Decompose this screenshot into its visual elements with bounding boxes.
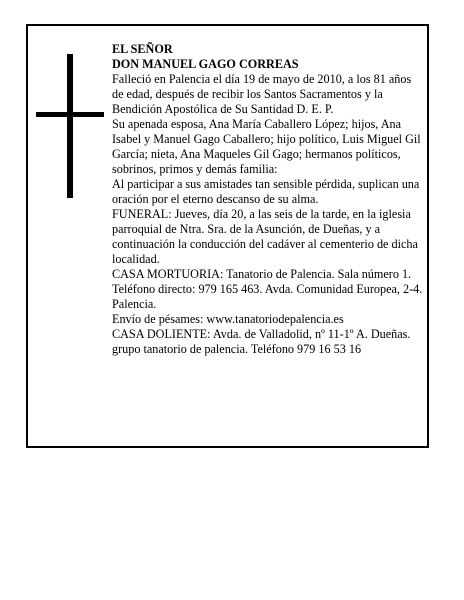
notice-text (112, 42, 424, 357)
cross-vertical-bar (67, 54, 73, 198)
condolences-info: Envío de pésames: www.tanatoriodepalencia.es (112, 312, 344, 326)
cross-icon (36, 54, 104, 198)
obituary-notice (26, 24, 429, 448)
notice-title-line-1: EL SEÑOR (112, 42, 173, 56)
deceased-name: DON MANUEL GAGO CORREAS (112, 57, 299, 71)
cross-horizontal-bar (36, 112, 104, 117)
family-list: Su apenada esposa, Ana María Caballero López; hijos, Ana Isabel y Manuel Gago Caballero; hijo político, Luis Miguel Gil García; nieta, Ana Maqueles Gil Gago; hermanos políticos, sobrinos, primos y demás familia: (112, 117, 421, 176)
funeral-info: FUNERAL: Jueves, día 20, a las seis de la tarde, en la iglesia parroquial de Ntra. Sra. de la Asunción, de Dueñas, y a continuación la conducción del cadáver al cementerio de dicha localidad. (112, 207, 418, 266)
funeral-group-contact: grupo tanatorio de palencia. Teléfono 979 16 53 16 (112, 342, 362, 356)
family-home-info: CASA DOLIENTE: Avda. de Valladolid, nº 11-1º A. Dueñas. (112, 327, 411, 341)
prayer-request: Al participar a sus amistades tan sensible pérdida, suplican una oración por el eterno descanso de su alma. (112, 177, 420, 206)
death-announcement: Falleció en Palencia el día 19 de mayo de 2010, a los 81 años de edad, después de recibir los Santos Sacramentos y la Bendición Apostólica de Su Santidad D. E. P. (112, 72, 412, 116)
funeral-home-info: CASA MORTUORIA: Tanatorio de Palencia. Sala número 1. Teléfono directo: 979 165 463. Avda. Comunidad Europea, 2-4. Palencia. (112, 267, 423, 311)
